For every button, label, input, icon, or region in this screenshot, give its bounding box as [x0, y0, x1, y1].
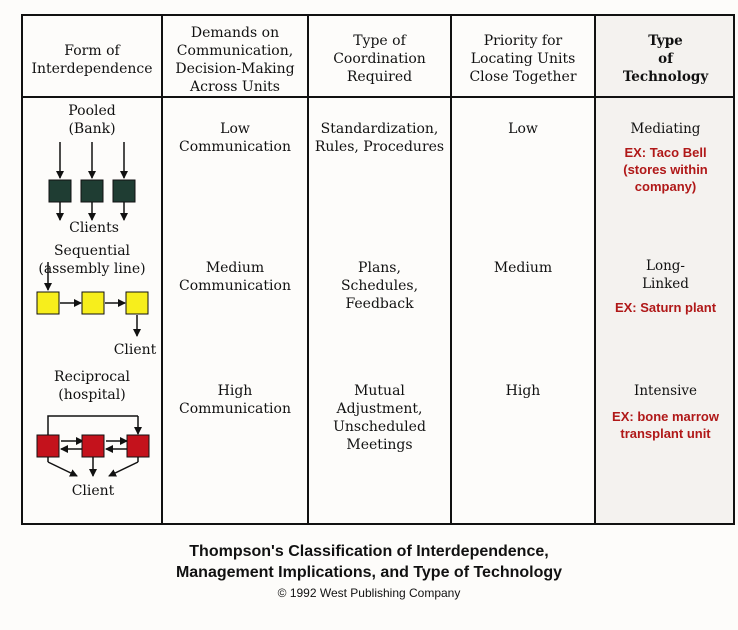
row-sequential-example: EX: Saturn plant	[614, 300, 717, 315]
header-coordination: Type of Coordination Required	[333, 33, 426, 85]
sequential-unit-box	[82, 292, 104, 314]
row-reciprocal-technology: Intensive	[634, 383, 697, 399]
row-reciprocal-example: EX: bone marrow transplant unit	[612, 409, 719, 441]
row-sequential-priority: Medium	[493, 260, 553, 276]
pooled-unit-box	[81, 180, 103, 202]
row-reciprocal-output-label: Client	[71, 483, 115, 499]
header-technology: Type of Technology	[622, 33, 709, 85]
row-pooled-output-label: Clients	[69, 220, 119, 236]
row-sequential-technology: Long- Linked	[642, 258, 689, 292]
reciprocal-unit-box	[37, 435, 59, 457]
row-reciprocal-form-label: Reciprocal (hospital)	[54, 369, 130, 403]
row-pooled-priority: Low	[508, 121, 538, 137]
sequential-unit-box	[37, 292, 59, 314]
row-sequential-demands: Medium Communication	[179, 260, 291, 294]
header-divider	[23, 96, 733, 98]
pooled-unit-box	[49, 180, 71, 202]
caption-copyright: © 1992 West Publishing Company	[277, 586, 461, 600]
row-pooled-technology: Mediating	[630, 121, 701, 137]
row-sequential-form-label: Sequential (assembly line)	[38, 243, 146, 277]
header-form: Form of Interdependence	[31, 43, 153, 77]
caption-title: Thompson's Classification of Interdependence, Management Implications, and Type of Technology	[175, 543, 563, 581]
sequential-diagram	[31, 260, 161, 350]
classification-table	[21, 14, 735, 525]
header-demands: Demands on Communication, Decision-Making Across Units	[175, 25, 295, 95]
row-sequential-output-label: Client	[113, 342, 157, 358]
row-reciprocal-coordination: Mutual Adjustment, Unscheduled Meetings	[333, 383, 426, 453]
row-pooled-demands: Low Communication	[179, 121, 291, 155]
row-pooled-form-label: Pooled (Bank)	[68, 103, 116, 137]
reciprocal-unit-box	[127, 435, 149, 457]
sequential-unit-box	[126, 292, 148, 314]
reciprocal-unit-box	[82, 435, 104, 457]
reciprocal-diagram	[31, 400, 161, 490]
row-reciprocal-demands: High Communication	[179, 383, 291, 417]
row-pooled-coordination: Standardization, Rules, Procedures	[314, 121, 445, 155]
header-priority: Priority for Locating Units Close Together	[469, 33, 577, 85]
pooled-unit-box	[113, 180, 135, 202]
row-reciprocal-priority: High	[505, 383, 541, 399]
row-sequential-coordination: Plans, Schedules, Feedback	[340, 260, 419, 312]
row-pooled-example: EX: Taco Bell (stores within company)	[623, 145, 708, 194]
